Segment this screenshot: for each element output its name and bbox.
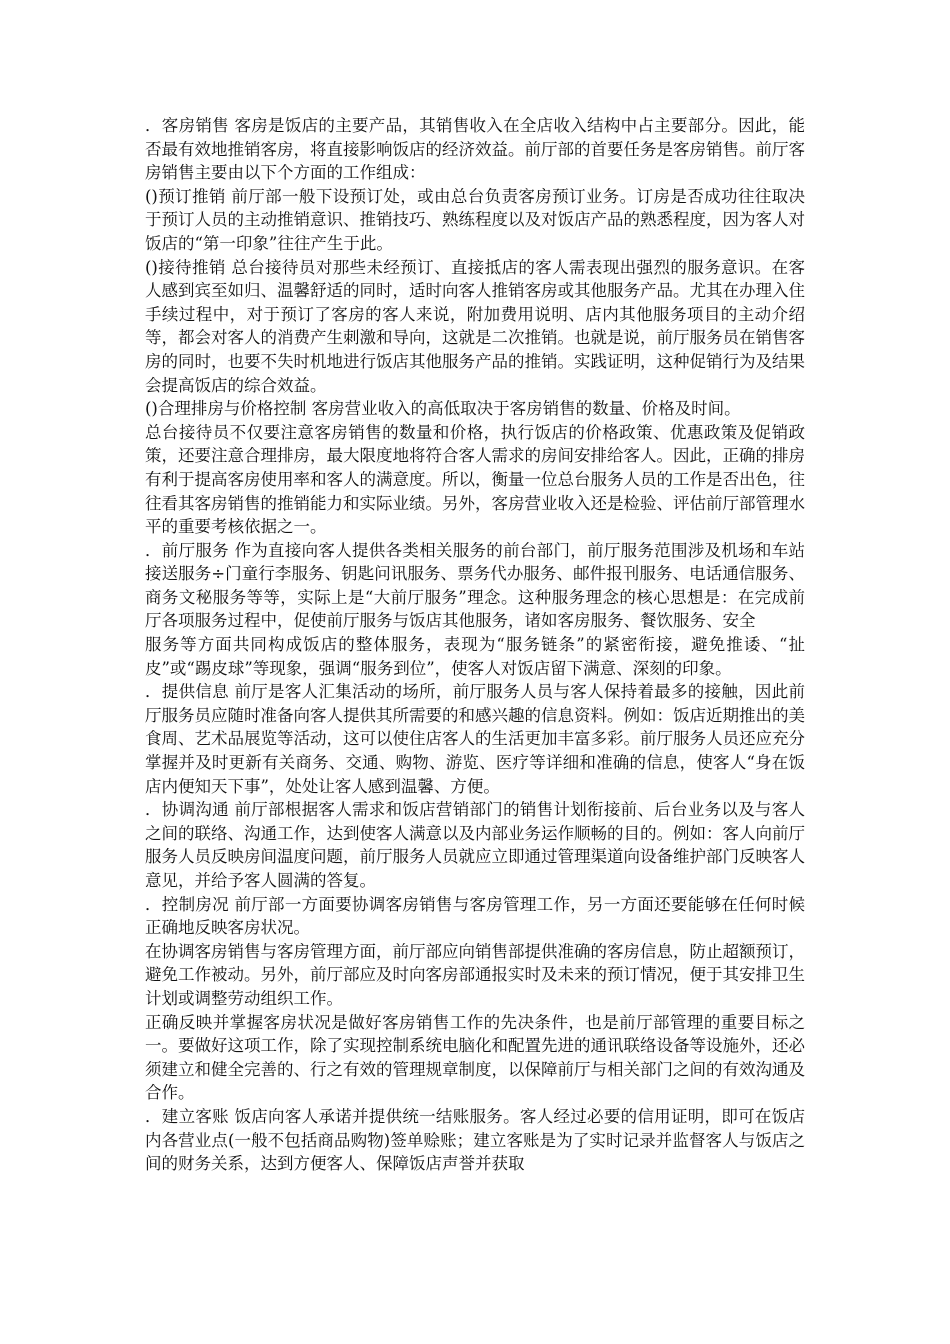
paragraph-room-sales: ．客房销售 客房是饭店的主要产品，其销售收入在全店收入结构中占主要部分。因此，能否最有效地推销客房，将直接影响饭店的经济效益。前厅部的首要任务是客房销售。前厅客房销售主要由以下个方面的工作组成： xyxy=(145,116,805,183)
paragraph-room-assignment: ()合理排房与价格控制 客房营业收入的高低取决于客房销售的数量、价格及时间。 xyxy=(145,399,741,419)
paragraph-front-office-service: ．前厅服务 作为直接向客人提供各类相关服务的前台部门，前厅服务范围涉及机场和车站接送服务÷门童行李服务、钥匙问讯服务、票务代办服务、邮件报刊服务、电话通信服务、商务文秘服务等等，实际上是“大前厅服务”理念。这种服务理念的核心思想是：在完成前厅各项服务过程中，促使前厅服务与饭店其他服务，诸如客房服务、餐饮服务、安全 xyxy=(145,540,805,631)
paragraph-coordination: ．协调沟通 前厅部根据客人需求和饭店营销部门的销售计划衔接前、后台业务以及与客人之间的联络、沟通工作，达到使客人满意以及内部业务运作顺畅的目的。例如：客人向前厅服务人员反映房间温度问题，前厅服务人员就应立即通过管理渠道向设备维护部门反映客人意见，并给予客人圆满的答复。 xyxy=(145,800,805,890)
document-page xyxy=(145,114,805,1176)
paragraph-reservation-sales: ()预订推销 前厅部一般下设预订处，或由总台负责客房预订业务。订房是否成功往往取决于预订人员的主动推销意识、推销技巧、熟练程度以及对饭店产品的熟悉程度，因为客人对饭店的“第一印象”往往产生于此。 xyxy=(145,186,805,253)
paragraph-status-coordination: 在协调客房销售与客房管理方面，前厅部应向销售部提供准确的客房信息，防止超额预订，避免工作被动。另外，前厅部应及时向客房部通报实时及未来的预订情况，便于其安排卫生计划或调整劳动组织工作。 xyxy=(145,941,805,1008)
paragraph-reception-sales: ()接待推销 总台接待员对那些未经预订、直接抵店的客人需表现出强烈的服务意识。在客人感到宾至如归、温馨舒适的同时，适时向客人推销客房或其他服务产品。尤其在办理入住手续过程中，对于预订了客房的客人来说，附加费用说明、店内其他服务项目的主动介绍等，都会对客人的消费产生刺激和导向，这就是二次推销。也就是说，前厅服务员在销售客房的同时，也要不失时机地进行饭店其他服务产品的推销。实践证明，这种促销行为及结果会提高饭店的综合效益。 xyxy=(145,257,805,395)
paragraph-information: ．提供信息 前厅是客人汇集活动的场所，前厅服务人员与客人保持着最多的接触，因此前厅服务员应随时准备向客人提供其所需要的和感兴趣的信息资料。例如：饭店近期推出的美食周、艺术品展览等活动，这可以使住店客人的生活更加丰富多彩。前厅服务人员还应充分掌握并及时更新有关商务、交通、购物、游览、医疗等详细和准确的信息，使客人“身在饭店内便知天下事”，处处让客人感到温馨、方便。 xyxy=(145,682,805,796)
paragraph-front-desk-staff: 总台接待员不仅要注意客房销售的数量和价格，执行饭店的价格政策、优惠政策及促销政策，还要注意合理排房，最大限度地将符合客人需求的房间安排给客人。因此，正确的排房有利于提高客房使用率和客人的满意度。所以，衡量一位总台服务人员的工作是否出色，往往看其客房销售的推销能力和实际业绩。另外，客房营业收入还是检验、评估前厅部管理水平的重要考核依据之一。 xyxy=(145,422,805,537)
paragraph-guest-accounts: ．建立客账 饭店向客人承诺并提供统一结账服务。客人经过必要的信用证明，即可在饭店内各营业点(一般不包括商品购物)签单赊账；建立客账是为了实时记录并监督客人与饭店之间的财务关系，达到方便客人、保障饭店声誉并获取 xyxy=(145,1106,805,1174)
paragraph-status-reporting: 正确反映并掌握客房状况是做好客房销售工作的先决条件，也是前厅部管理的重要目标之一。要做好这项工作，除了实现控制系统电脑化和配置先进的通讯联络设备等设施外，还必须建立和健全完善的、行之有效的管理规章制度，以保障前厅与相关部门之间的有效沟通及合作。 xyxy=(145,1012,805,1103)
paragraph-room-status: ．控制房况 前厅部一方面要协调客房销售与客房管理工作，另一方面还要能够在任何时候正确地反映客房状况。 xyxy=(145,894,805,938)
paragraph-service-chain: 服务等方面共同构成饭店的整体服务，表现为“服务链条”的紧密衔接，避免推诿、“扯皮”或“踢皮球”等现象，强调“服务到位”，使客人对饭店留下满意、深刻的印象。 xyxy=(145,635,805,678)
